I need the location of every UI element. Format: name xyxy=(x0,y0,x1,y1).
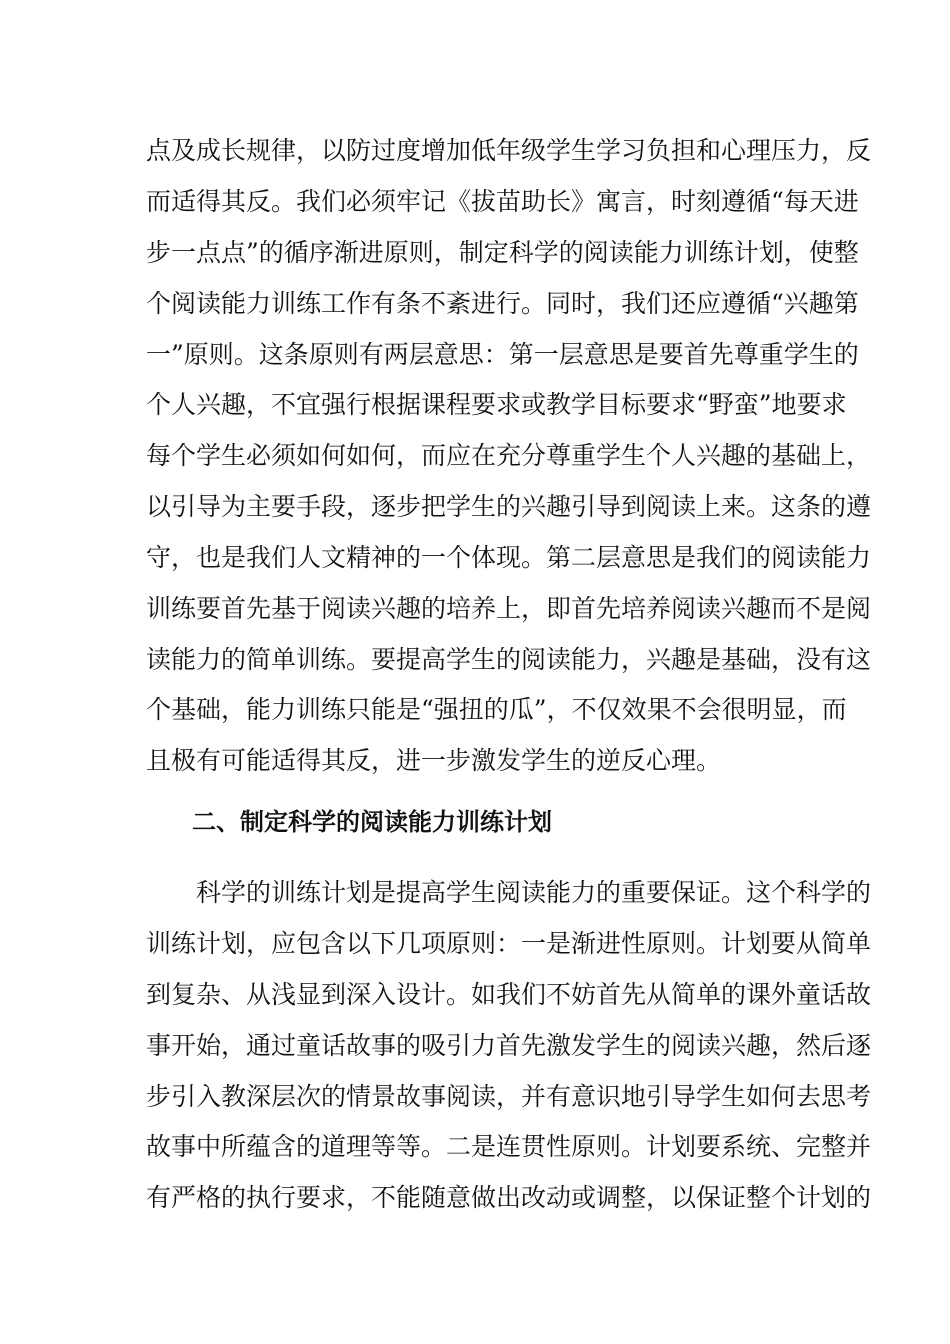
paragraph-1-line-2: 而适得其反。我们必须牢记《拔苗助长》寓言，时刻遵循“每天进 xyxy=(146,187,859,216)
paragraph-1-line-12: 个基础，能力训练只能是“强扭的瓜”，不仅效果不会很明显，而 xyxy=(146,695,847,724)
paragraph-1-line-11: 读能力的简单训练。要提高学生的阅读能力，兴趣是基础，没有这 xyxy=(146,645,872,674)
paragraph-2-line-4: 事开始，通过童话故事的吸引力首先激发学生的阅读兴趣，然后逐 xyxy=(146,1031,872,1060)
paragraph-1-line-3: 步一点点”的循序渐进原则，制定科学的阅读能力训练计划，使整 xyxy=(146,238,859,267)
paragraph-1-line-5: 一”原则。这条原则有两层意思：第一层意思是要首先尊重学生的 xyxy=(146,340,859,369)
paragraph-1-line-6: 个人兴趣，不宜强行根据课程要求或教学目标要求“野蛮”地要求 xyxy=(146,390,847,419)
paragraph-2-line-7: 有严格的执行要求，不能随意做出改动或调整，以保证整个计划的 xyxy=(146,1183,872,1212)
paragraph-2-line-6: 故事中所蕴含的道理等等。二是连贯性原则。计划要系统、完整并 xyxy=(146,1132,872,1161)
paragraph-2-line-3: 到复杂、从浅显到深入设计。如我们不妨首先从简单的课外童话故 xyxy=(146,980,872,1009)
paragraph-2-line-2: 训练计划，应包含以下几项原则：一是渐进性原则。计划要从简单 xyxy=(146,929,872,958)
paragraph-2-line-1: 科学的训练计划是提高学生阅读能力的重要保证。这个科学的 xyxy=(196,878,872,907)
paragraph-1-line-10: 训练要首先基于阅读兴趣的培养上，即首先培养阅读兴趣而不是阅 xyxy=(146,594,872,623)
section-heading: 二、制定科学的阅读能力训练计划 xyxy=(192,807,552,836)
paragraph-1-line-8: 以引导为主要手段，逐步把学生的兴趣引导到阅读上来。这条的遵 xyxy=(146,492,872,521)
paragraph-1-line-1: 点及成长规律，以防过度增加低年级学生学习负担和心理压力，反 xyxy=(146,136,872,165)
paragraph-1-line-9: 守，也是我们人文精神的一个体现。第二层意思是我们的阅读能力 xyxy=(146,543,872,572)
paragraph-1-line-7: 每个学生必须如何如何，而应在充分尊重学生个人兴趣的基础上， xyxy=(146,441,872,470)
paragraph-1-line-13: 且极有可能适得其反，进一步激发学生的逆反心理。 xyxy=(146,746,722,775)
paragraph-2-line-5: 步引入教深层次的情景故事阅读，并有意识地引导学生如何去思考 xyxy=(146,1082,872,1111)
paragraph-1-line-4: 个阅读能力训练工作有条不紊进行。同时，我们还应遵循“兴趣第 xyxy=(146,289,859,318)
